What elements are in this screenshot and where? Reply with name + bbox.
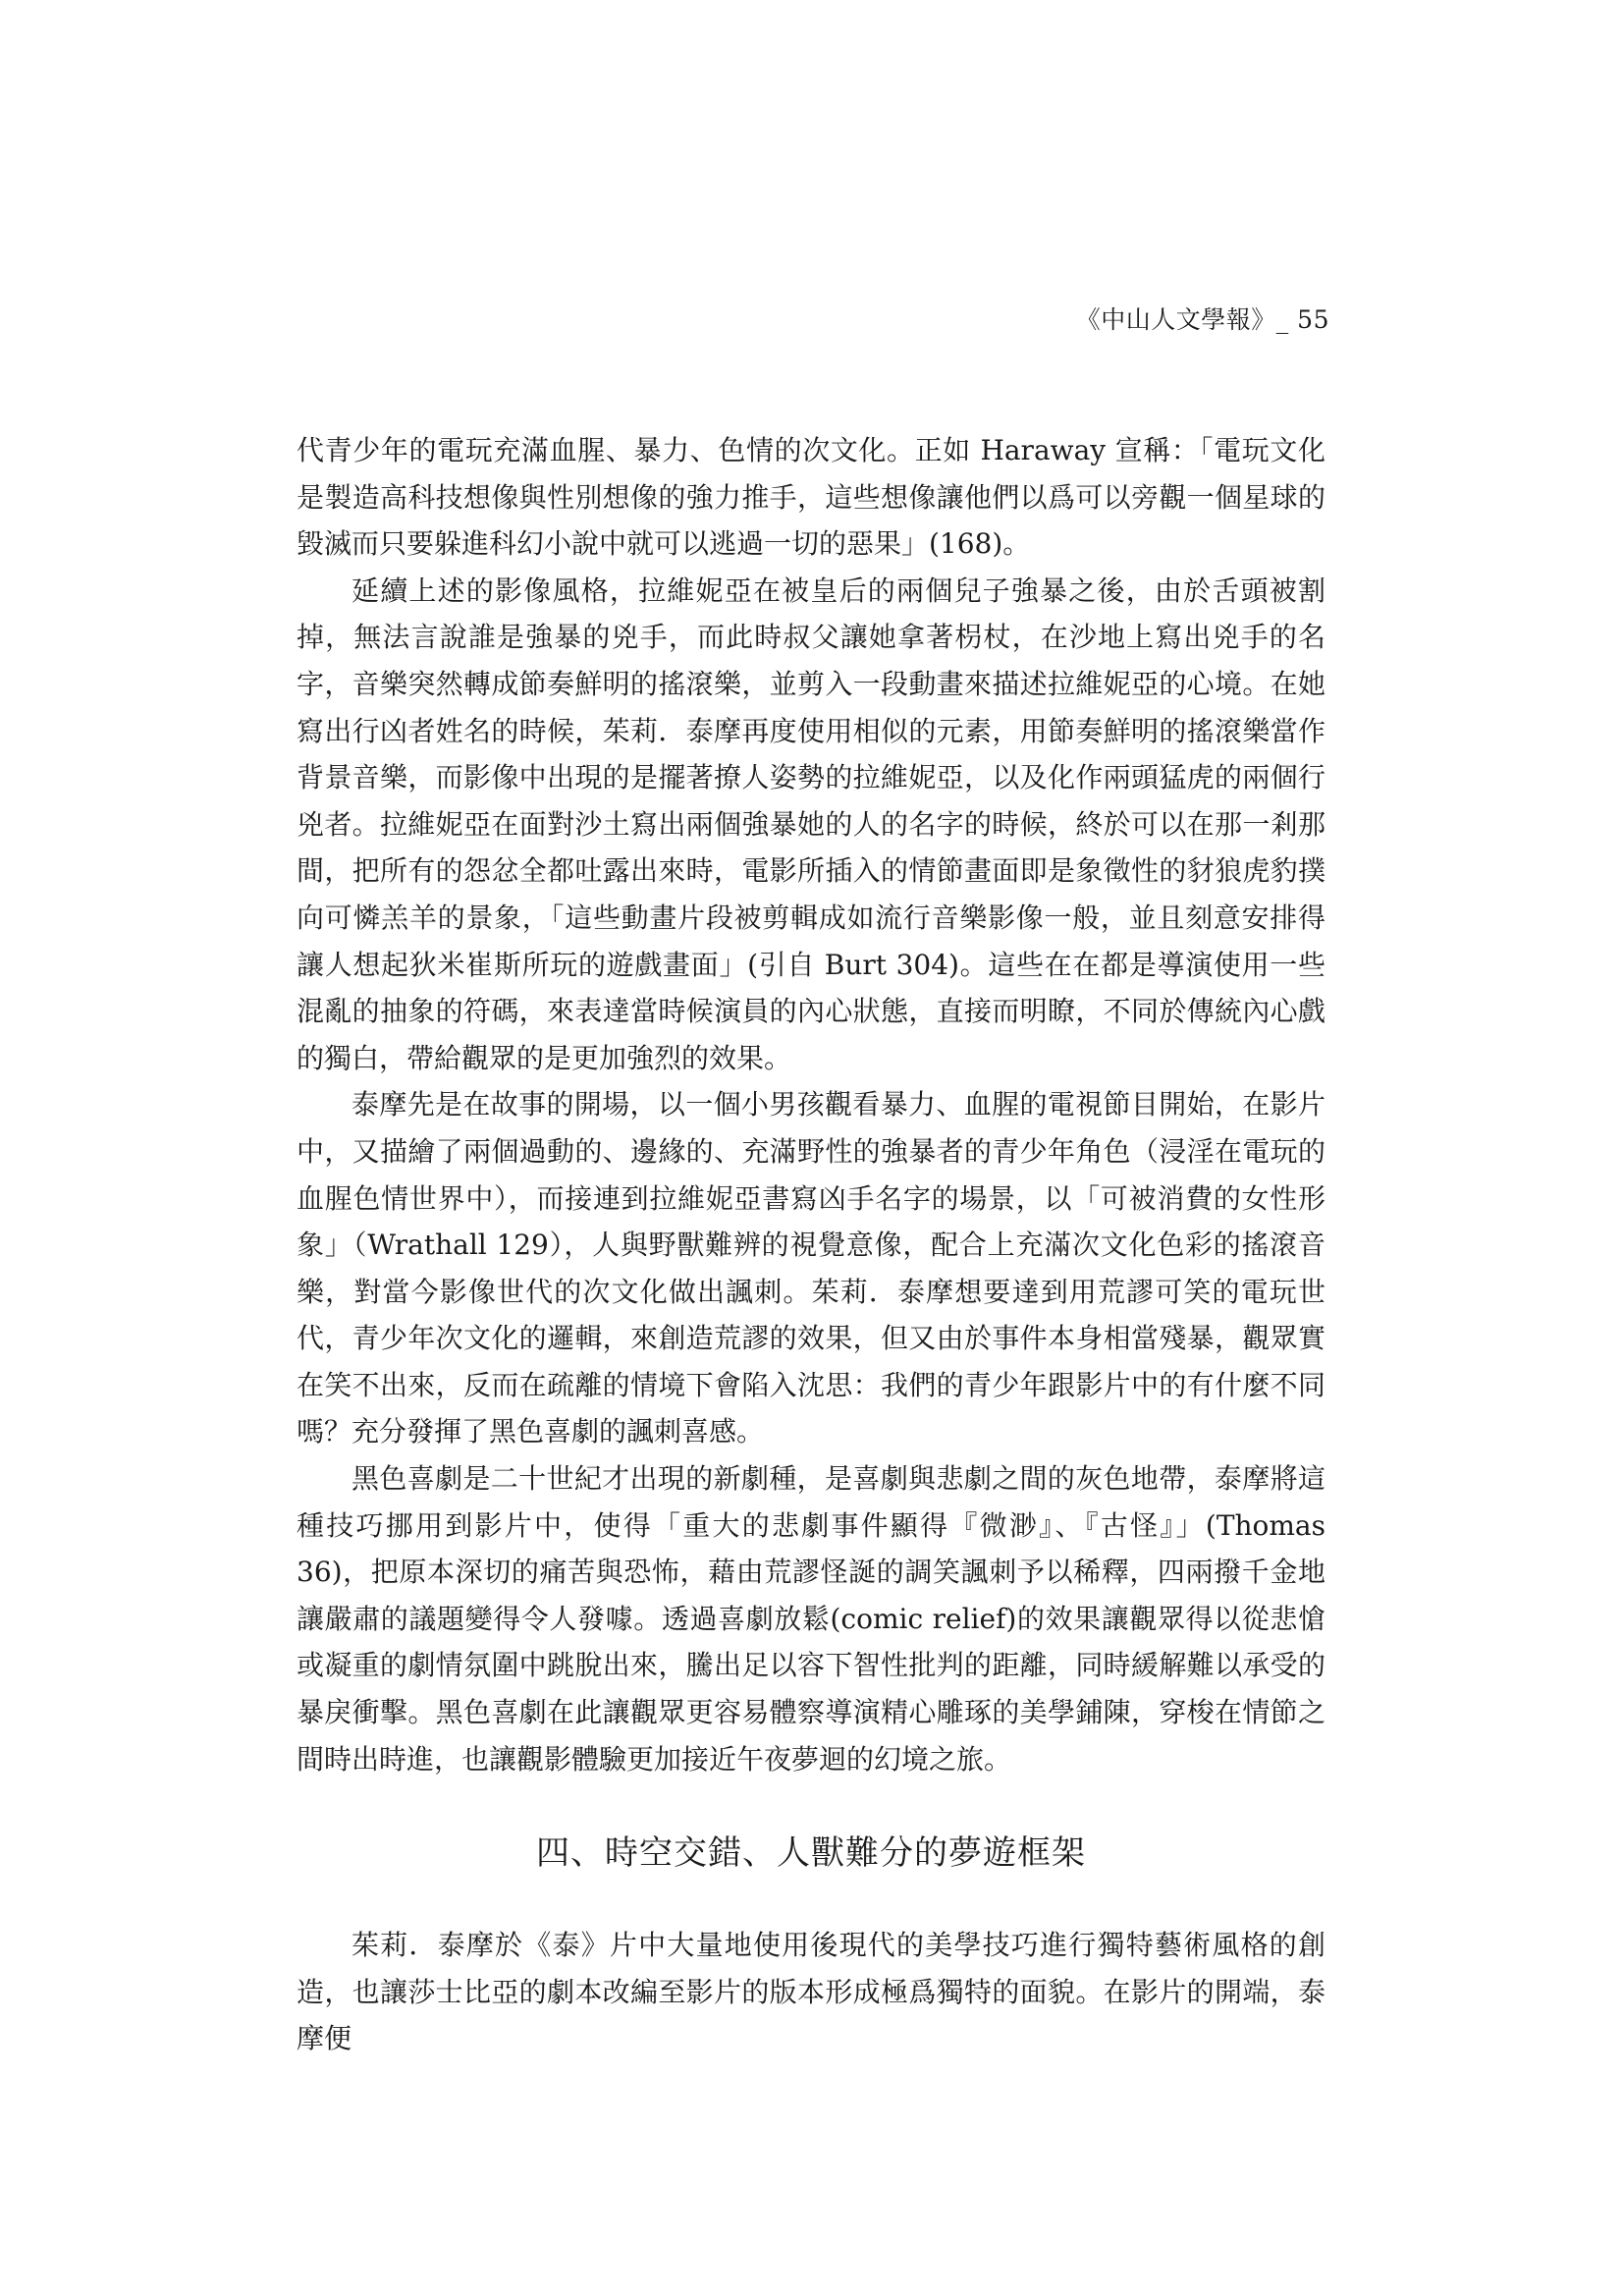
paragraph: 茱莉．泰摩於《泰》片中大量地使用後現代的美學技巧進行獨特藝術風格的創造，也讓莎士比亞的劇本改編至影片的版本形成極爲獨特的面貌。在影片的開端，泰摩便: [297, 1929, 1325, 2055]
paragraph: 泰摩先是在故事的開場，以一個小男孩觀看暴力、血腥的電視節目開始，在影片中，又描繪了兩個過動的、邊緣的、充滿野性的強暴者的青少年角色（浸淫在電玩的血腥色情世界中），而接連到拉維妮亞書寫凶手名字的場景，以「可被消費的女性形象」（Wrathall 129），人與野獸難辨的視覺意像，配合上充滿次文化色彩的搖滾音樂，對當今影像世代的次文化做出諷刺。茱莉．泰摩想要達到用荒謬可笑的電玩世代，青少年次文化的邏輯，來創造荒謬的效果，但又由於事件本身相當殘暴，觀眾實在笑不出來，反而在疏離的情境下會陷入沈思：我們的青少年跟影片中的有什麼不同嗎？充分發揮了黑色喜劇的諷刺喜感。: [297, 1088, 1325, 1449]
paragraph: 延續上述的影像風格，拉維妮亞在被皇后的兩個兒子強暴之後，由於舌頭被割掉，無法言說誰是強暴的兇手，而此時叔父讓她拿著枴杖，在沙地上寫出兇手的名字，音樂突然轉成節奏鮮明的搖滾樂，並剪入一段動畫來描述拉維妮亞的心境。在她寫出行凶者姓名的時候，茱莉．泰摩再度使用相似的元素，用節奏鮮明的搖滾樂當作背景音樂，而影像中出現的是擺著撩人姿勢的拉維妮亞，以及化作兩頭猛虎的兩個行兇者。拉維妮亞在面對沙土寫出兩個強暴她的人的名字的時候，終於可以在那一剎那間，把所有的怨忿全都吐露出來時，電影所插入的情節畫面即是象徵性的豺狼虎豹撲向可憐羔羊的景象，「這些動畫片段被剪輯成如流行音樂影像一般，並且刻意安排得讓人想起狄米崔斯所玩的遊戲畫面」(引自 Burt 304)。這些在在都是導演使用一些混亂的抽象的符碼，來表達當時候演員的內心狀態，直接而明瞭，不同於傳統內心戲的獨白，帶給觀眾的是更加強烈的效果。: [297, 574, 1325, 1074]
running-head: 《中山人文學報》_ 55: [1075, 305, 1329, 334]
paragraph-continuation: 代青少年的電玩充滿血腥、暴力、色情的次文化。正如 Haraway 宣稱：「電玩文化是製造高科技想像與性別想像的強力推手，這些想像讓他們以爲可以旁觀一個星球的毀滅而只要躲進科幻小說中就可以逃過一切的惡果」(168)。: [297, 434, 1325, 561]
section-heading: 四、時空交錯、人獸難分的夢遊框架: [536, 1833, 1086, 1874]
body-text: [297, 427, 1325, 2062]
paragraph: 黑色喜劇是二十世紀才出現的新劇種，是喜劇與悲劇之間的灰色地帶，泰摩將這種技巧挪用到影片中，使得「重大的悲劇事件顯得『微渺』、『古怪』」(Thomas 36)，把原本深切的痛苦與恐怖，藉由荒謬怪誕的調笑諷刺予以稀釋，四兩撥千金地讓嚴肅的議題變得令人發噱。透過喜劇放鬆(comic relief)的效果讓觀眾得以從悲愴或凝重的劇情氛圍中跳脫出來，騰出足以容下智性批判的距離，同時緩解難以承受的暴戾衝擊。黑色喜劇在此讓觀眾更容易體察導演精心雕琢的美學鋪陳，穿梭在情節之間時出時進，也讓觀影體驗更加接近午夜夢迴的幻境之旅。: [297, 1462, 1325, 1776]
